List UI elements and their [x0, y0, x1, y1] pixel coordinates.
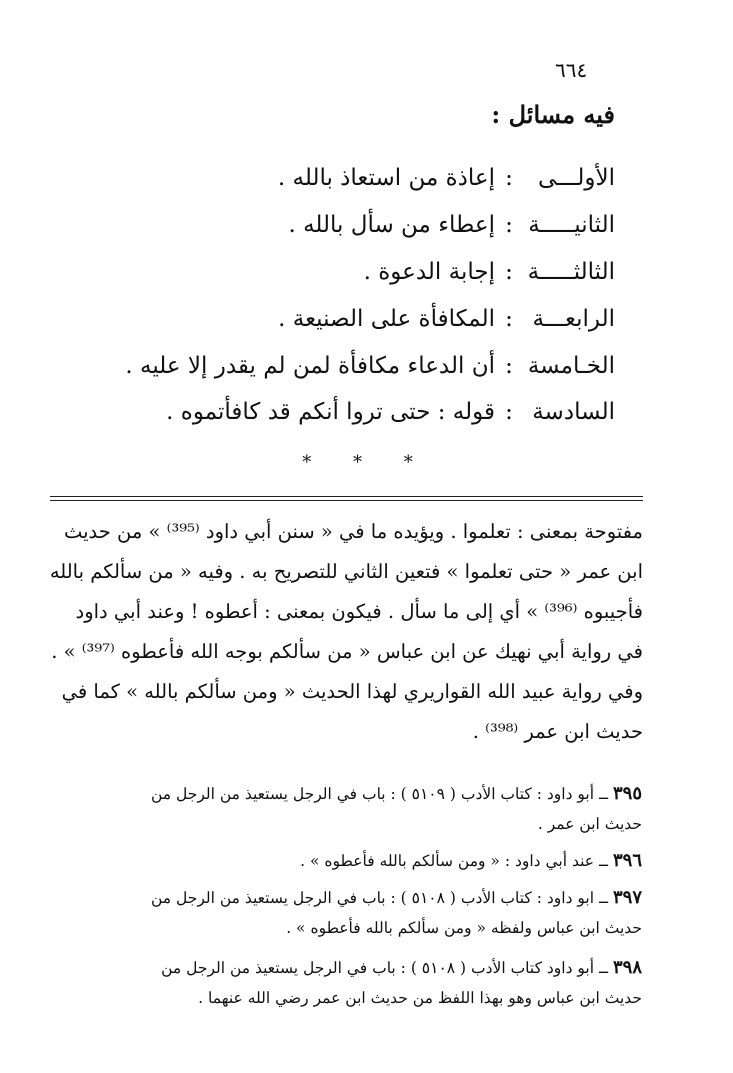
footnote	[44, 882, 642, 944]
issue-item	[288, 205, 615, 245]
commentary-line: حديث ابن عمر ⁽³⁹⁸⁾ .	[472, 720, 643, 743]
commentary-line: مفتوحة بمعنى : تعلموا . ويؤيده ما في « سنن أبي داود ⁽³⁹⁵⁾ » من حديث	[63, 520, 643, 543]
footnote-line	[44, 778, 642, 809]
footnote-line	[44, 882, 642, 913]
footnote-line: حديث ابن عمر .	[537, 815, 642, 833]
issue-label: الثالثـــــة	[527, 259, 615, 285]
commentary-line: في رواية أبي نهيك عن ابن عباس « من سألكم بوجه الله فأعطوه ⁽³⁹⁷⁾ » .	[51, 640, 643, 663]
issue-item	[166, 392, 615, 432]
issue-colon: :	[505, 353, 513, 379]
footnote-text: ــ ابو داود : كتاب الأدب ( ٥١٠٨ ) : باب في الرجل يستعيذ من الرجل من	[150, 889, 609, 907]
issue-item	[364, 252, 615, 292]
issue-text: إعطاء من سأل بالله .	[288, 212, 495, 238]
commentary-line: ابن عمر « حتى تعلموا » فتعين الثاني للتصريح به . وفيه « من سألكم بالله	[50, 560, 643, 583]
issue-colon: :	[505, 306, 513, 332]
footnote-text: ــ أبو داود كتاب الأدب ( ٥١٠٨ ) : باب في الرجل يستعيذ من الرجل من	[161, 959, 609, 977]
commentary-line: وفي رواية عبيد الله القواريري لهذا الحديث « ومن سألكم بالله » كما في	[61, 680, 643, 703]
issue-label: الرابعـــة	[532, 306, 615, 332]
issue-text: أن الدعاء مكافأة لمن لم يقدر إلا عليه .	[125, 353, 495, 379]
issue-text: إجابة الدعوة .	[363, 259, 495, 285]
footnote-line	[44, 952, 642, 983]
footnote-line: حديث ابن عباس ولفظه « ومن سألكم بالله فأعطوه » .	[286, 919, 642, 937]
issue-text: المكافأة على الصنيعة .	[278, 306, 495, 332]
section-heading: فيه مسائل :	[491, 100, 615, 129]
commentary-line: فأجيبوه ⁽³⁹⁶⁾ » أي إلى ما سأل . فيكون بمعنى : أعطوه ! وعند أبي داود	[75, 600, 643, 623]
footnote-number: ٣٩٥	[612, 783, 642, 804]
issue-colon: :	[505, 212, 513, 238]
section-separator: * * *	[302, 452, 431, 473]
issue-item	[125, 346, 615, 386]
issue-text: قوله : حتى تروا أنكم قد كافأتموه .	[166, 399, 495, 425]
divider-rule	[50, 500, 643, 501]
issue-text: إعاذة من استعاذ بالله .	[277, 165, 495, 191]
footnote	[44, 845, 642, 876]
divider-rule	[50, 496, 643, 497]
footnote-text: ــ أبو داود : كتاب الأدب ( ٥١٠٩ ) : باب في الرجل يستعيذ من الرجل من	[150, 785, 609, 803]
issue-label: الخـامسة	[527, 353, 615, 379]
footnote-line: حديث ابن عباس وهو بهذا اللفظ من حديث ابن عمر رضي الله عنهما .	[198, 989, 642, 1007]
footnote-number: ٣٩٦	[612, 850, 642, 871]
issue-label: السادسة	[532, 399, 615, 425]
issue-colon: :	[505, 259, 513, 285]
issue-item	[278, 158, 615, 198]
footnote	[44, 778, 642, 840]
commentary-block	[50, 512, 643, 752]
issue-label: الثانيـــــة	[528, 212, 615, 238]
footnote-number: ٣٩٧	[612, 887, 642, 908]
footnote-number: ٣٩٨	[612, 957, 642, 978]
issue-colon: :	[505, 399, 513, 425]
footnote-text: ــ عند أبي داود : « ومن سألكم بالله فأعطوه » .	[300, 852, 609, 870]
footnote-line	[44, 845, 642, 876]
footnote	[44, 952, 642, 1014]
page-number: ٦٦٤	[555, 58, 588, 82]
issue-item	[278, 299, 615, 339]
issue-label: الأولـــى	[537, 165, 615, 191]
issue-colon: :	[505, 165, 513, 191]
